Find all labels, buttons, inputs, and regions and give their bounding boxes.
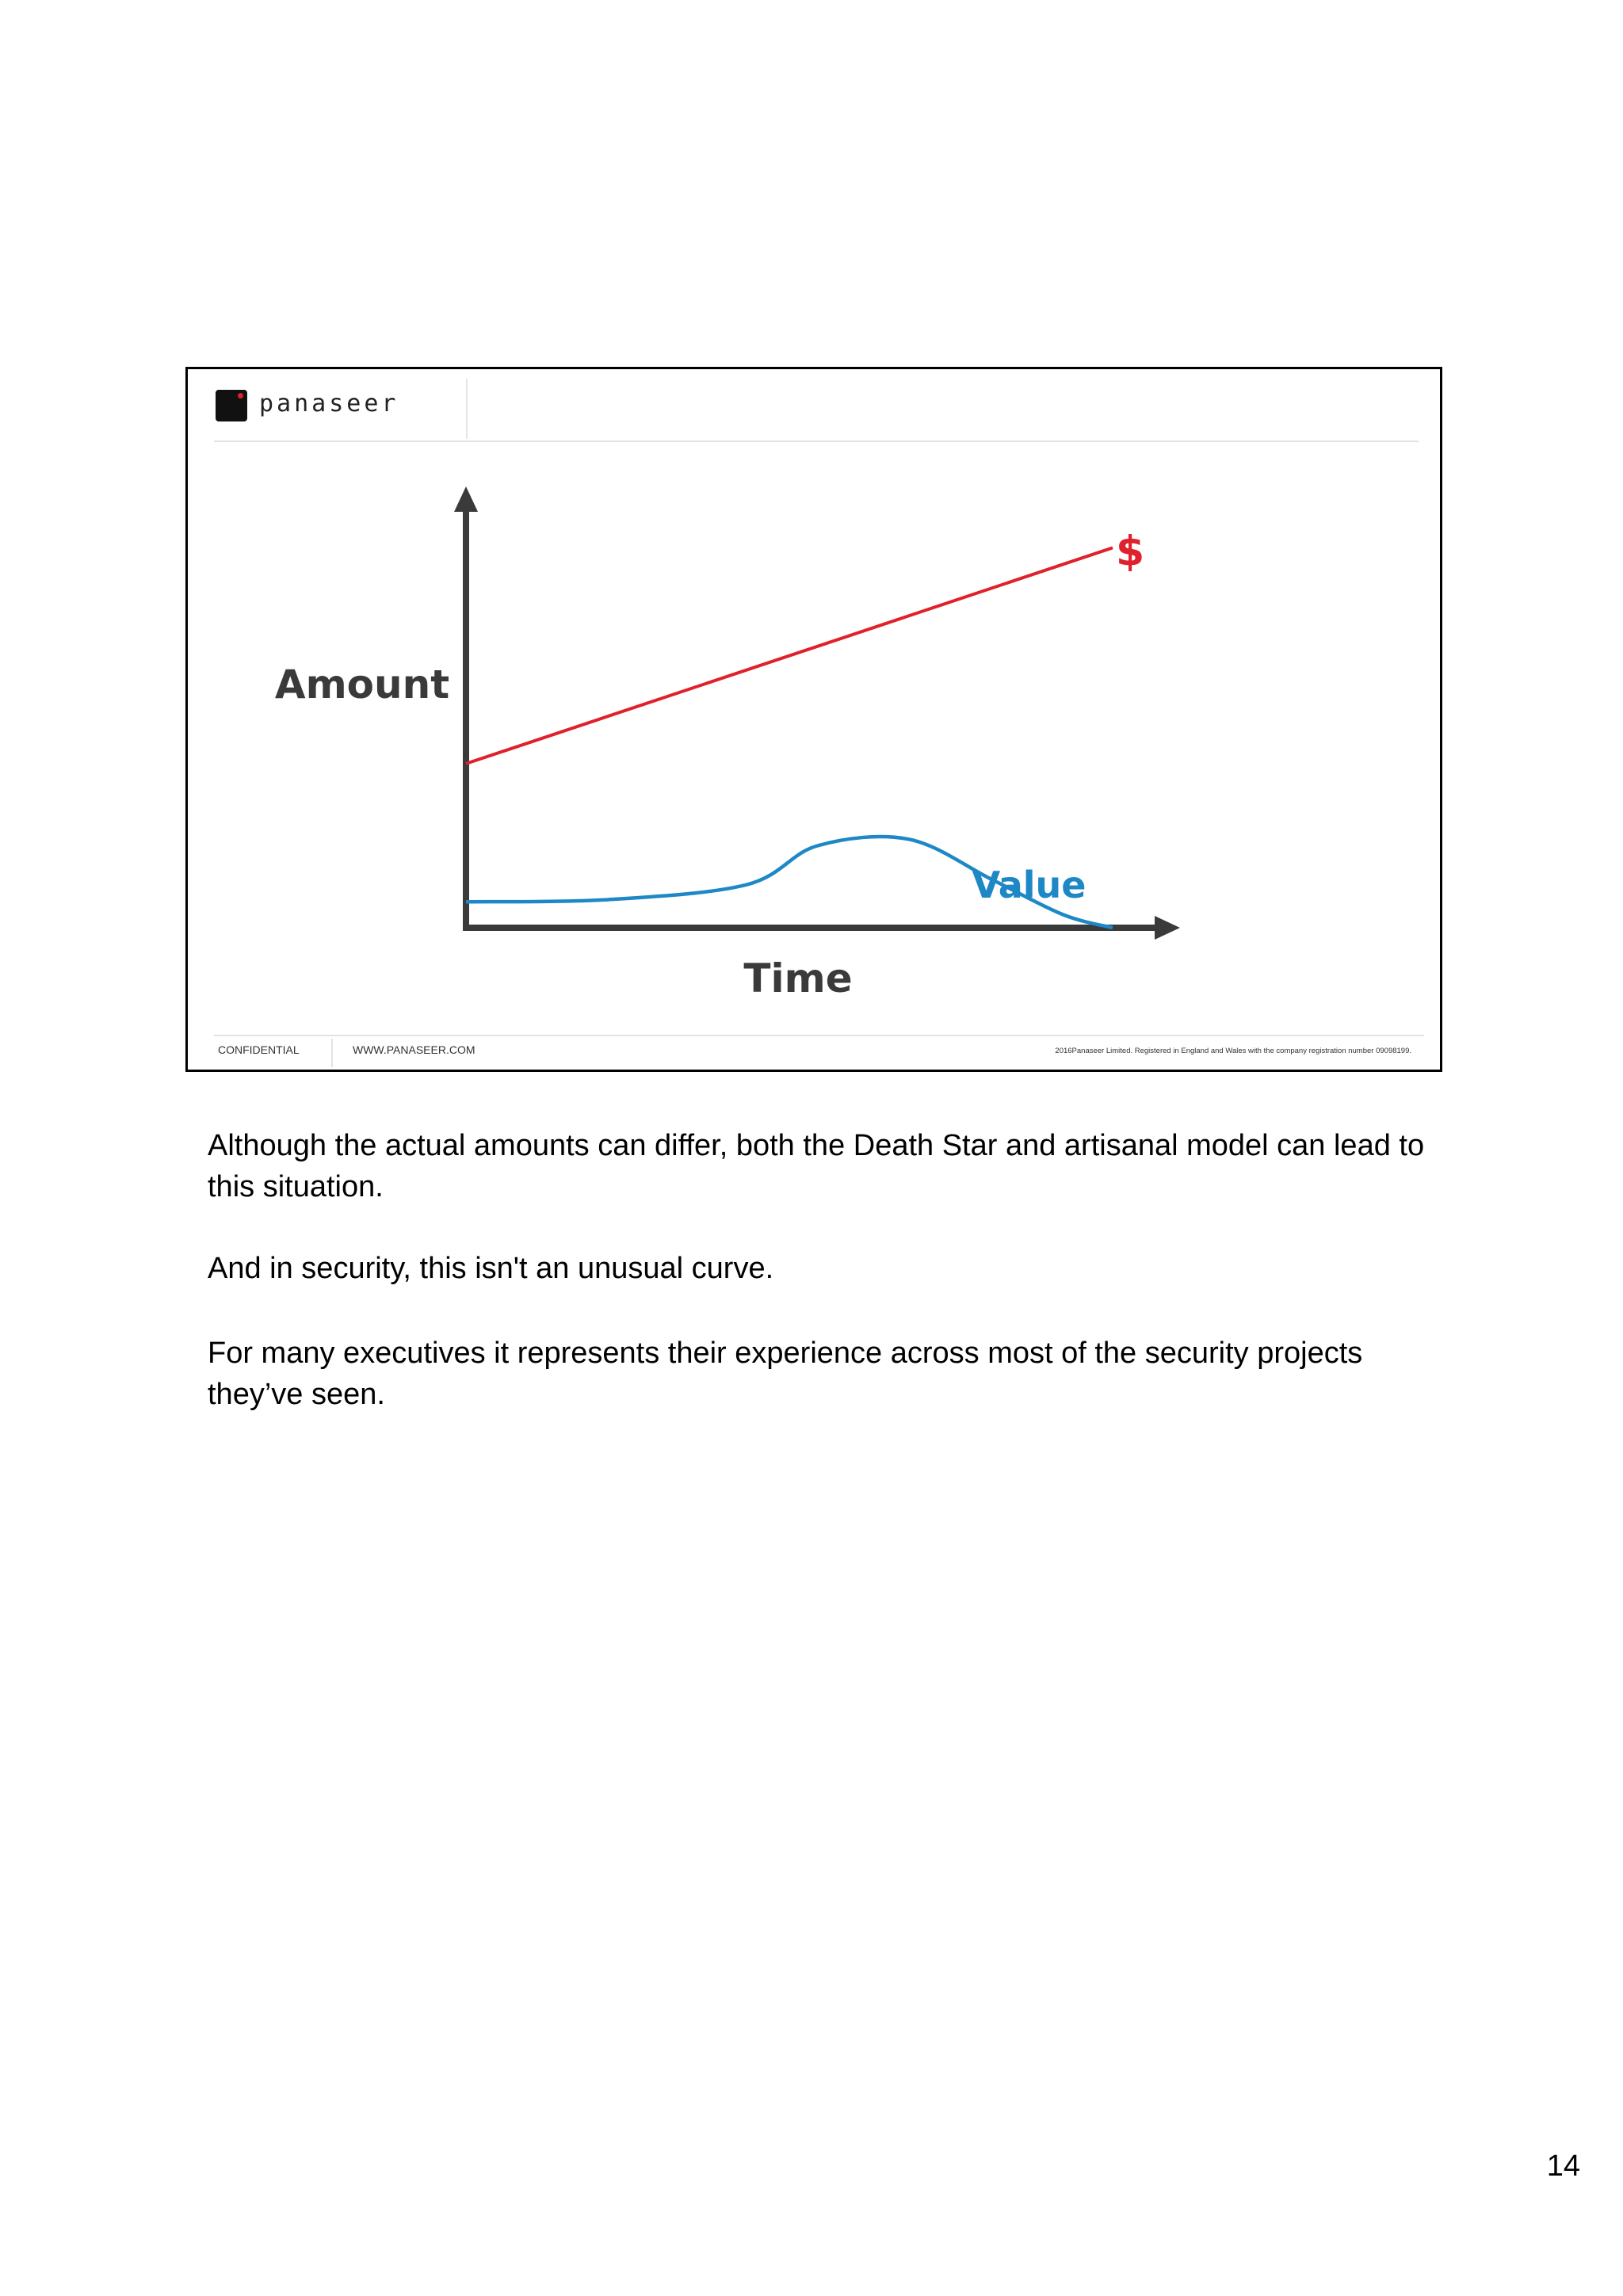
- x-axis-label: Time: [743, 955, 853, 1001]
- slide-image: [185, 367, 1442, 1072]
- footer-copyright: 2016Panaseer Limited. Registered in England and Wales with the company registration number 09098199.: [1055, 1047, 1411, 1055]
- page-number: 14: [1546, 2149, 1580, 2183]
- chart: [188, 369, 1440, 1070]
- x-axis-arrow: [1155, 916, 1180, 940]
- body-paragraph-3: For many executives it represents their experience across most of the security projects they’ve seen.: [208, 1337, 1363, 1411]
- body-paragraph-2: And in security, this isn't an unusual curve.: [208, 1252, 774, 1285]
- footer-website: WWW.PANASEER.COM: [353, 1043, 475, 1056]
- footer-rule: [214, 1035, 1424, 1036]
- series-label-cost: $: [1116, 528, 1145, 576]
- y-axis-arrow: [454, 486, 478, 512]
- body-paragraph-1: Although the actual amounts can differ, both the Death Star and artisanal model can lead to this situation.: [208, 1129, 1425, 1203]
- y-axis-label: Amount: [274, 662, 450, 707]
- footer-divider: [331, 1039, 333, 1067]
- series-line-cost: [466, 547, 1113, 764]
- series-label-value: Value: [972, 863, 1086, 906]
- footer-confidential: CONFIDENTIAL: [218, 1043, 300, 1056]
- logo-text: panaseer: [259, 390, 399, 418]
